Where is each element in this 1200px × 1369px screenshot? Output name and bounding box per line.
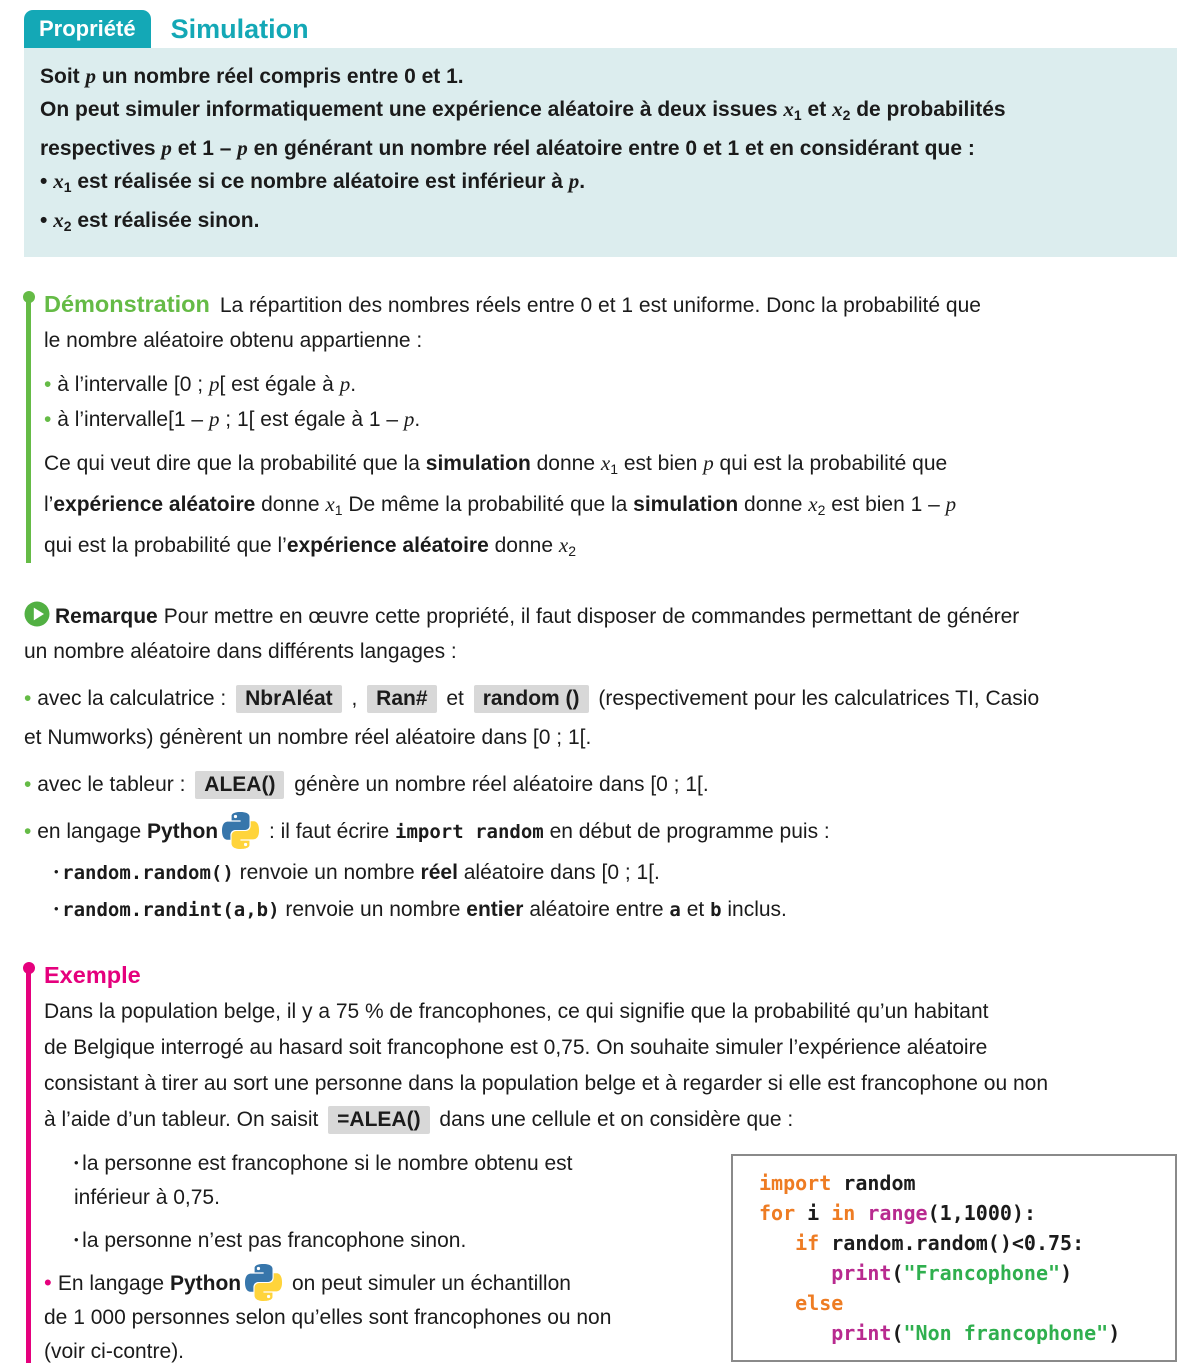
bullet-line: • avec la calculatrice : NbrAléat , Ran# et random () (respectivement pour les calculatrices TI, Casio <box>24 681 1177 716</box>
example-bottom <box>44 1146 1177 1369</box>
section-marker-bar <box>26 972 31 1363</box>
play-icon <box>24 601 50 627</box>
example-left-column <box>44 1146 720 1369</box>
property-text-line: On peut simuler informatiquement une expérience aléatoire à deux issues $x_1$ et $x_2$ de probabilités <box>40 97 1006 123</box>
text-line: l’expérience aléatoire donne $x_1$ De même la probabilité que la simulation donne $x_2$ est bien 1 – p <box>44 492 957 518</box>
bullet-line <box>24 812 1177 850</box>
text-line: Dans la population belge, il y a 75 % de francophones, ce qui signifie que la probabilité qu’un habitant <box>44 1000 989 1023</box>
text-line <box>24 599 1177 634</box>
text-line: à l’aide d’un tableur. On saisit =ALEA() dans une cellule et on considère que : <box>44 1102 1177 1138</box>
remark-section <box>24 599 1177 928</box>
python-icon <box>222 812 259 849</box>
bullet-line: • random.random() renvoie un nombre réel aléatoire dans [0 ; 1[. <box>54 861 660 884</box>
code-line: print("Francophone") <box>831 1261 1073 1285</box>
text-line: de 1 000 personnes selon qu’elles sont francophones ou non <box>44 1306 612 1329</box>
property-text-line: • $x_1$ est réalisée si ce nombre aléatoire est inférieur à p. <box>40 169 586 195</box>
bullet-line <box>44 1264 720 1301</box>
property-text-line: • $x_2$ est réalisée sinon. <box>40 208 260 234</box>
bullet-line: • la personne n’est pas francophone sinon. <box>74 1229 467 1252</box>
demonstration-heading: Démonstration <box>44 291 210 317</box>
text-line: (voir ci-contre). <box>44 1340 185 1363</box>
bullet-line: • avec le tableur : ALEA() génère un nombre réel aléatoire dans [0 ; 1[. <box>24 767 1177 802</box>
property-text-line: respectives p et 1 – p en générant un nombre réel aléatoire entre 0 et 1 et en considérant que : <box>40 136 975 160</box>
example-paragraph <box>44 994 1177 1138</box>
bullet-line: • à l’intervalle [0 ; p[ est égale à p. <box>44 372 357 396</box>
text-line: inférieur à 0,75. <box>74 1186 220 1209</box>
text-line: un nombre aléatoire dans différents langages : <box>24 640 457 663</box>
section-marker-bar <box>26 301 31 563</box>
python-icon <box>245 1264 282 1301</box>
bullet-line: • la personne est francophone si le nombre obtenu est <box>74 1152 573 1175</box>
text-segment: • en langage Python <box>24 820 219 843</box>
text-segment: on peut simuler un échantillon <box>286 1272 571 1295</box>
text-segment: Pour mettre en œuvre cette propriété, il faut disposer de commandes permettant de générer <box>163 605 1020 628</box>
bullet-line: • random.randint(a,b) renvoie un nombre entier aléatoire entre a et b inclus. <box>54 898 787 921</box>
text-line: qui est la probabilité que l’expérience aléatoire donne $x_2$ <box>44 533 576 559</box>
text-segment: : il faut écrire import random en début de programme puis : <box>263 820 830 843</box>
bullet-line: • à l’intervalle[1 – p ; 1[ est égale à 1 – p. <box>44 407 421 431</box>
code-line: for i in range(1,1000): <box>759 1201 1036 1225</box>
python-code-block <box>731 1154 1177 1362</box>
property-badge: Propriété <box>24 10 151 48</box>
remark-label: Remarque <box>55 605 158 628</box>
text-line: consistant à tirer au sort une personne dans la population belge et à regarder si elle est francophone ou non <box>44 1072 1049 1095</box>
text-line: le nombre aléatoire obtenu appartienne : <box>44 329 423 352</box>
example-heading-line <box>44 958 1177 994</box>
text-line <box>44 287 1177 323</box>
code-line: else <box>795 1291 844 1315</box>
text-segment: La répartition des nombres réels entre 0 et 1 est uniforme. Donc la probabilité que <box>219 294 981 317</box>
code-line: if random.random()<0.75: <box>795 1231 1085 1255</box>
example-section <box>24 958 1177 1369</box>
example-heading: Exemple <box>44 962 141 988</box>
text-line: et Numworks) génèrent un nombre réel aléatoire dans [0 ; 1[. <box>24 726 592 749</box>
code-line: print("Non francophone") <box>831 1321 1121 1345</box>
property-box <box>24 48 1177 257</box>
text-line: de Belgique interrogé au hasard soit francophone est 0,75. On souhaite simuler l’expérience aléatoire <box>44 1036 988 1059</box>
text-segment: • En langage Python <box>44 1270 242 1295</box>
header <box>24 10 1177 48</box>
code-line: import random <box>759 1171 916 1195</box>
text-line: Ce qui veut dire que la probabilité que la simulation donne $x_1$ est bien p qui est la probabilité que <box>44 451 948 477</box>
lesson-title: Simulation <box>170 14 309 44</box>
property-text-line: Soit p un nombre réel compris entre 0 et 1. <box>40 64 464 88</box>
demonstration-section <box>24 287 1177 569</box>
